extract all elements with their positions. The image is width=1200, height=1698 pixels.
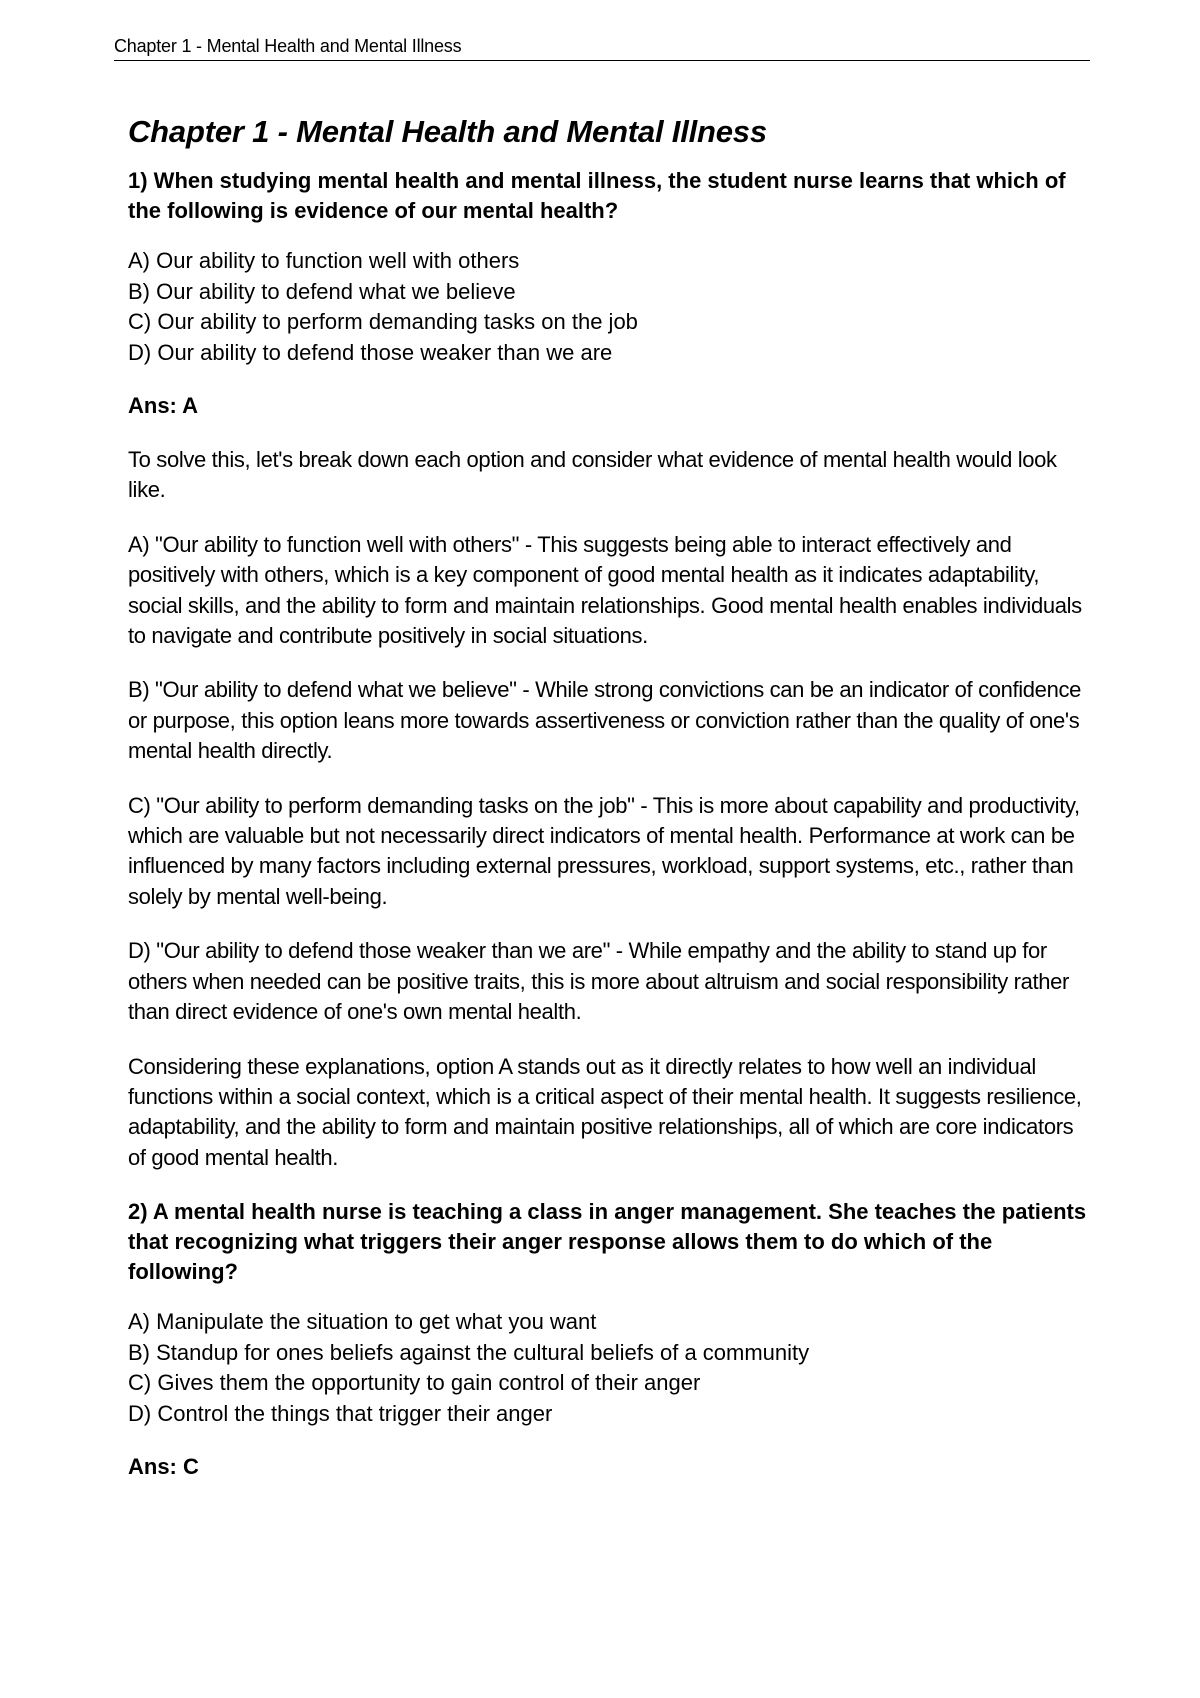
explanation-option-b: B) "Our ability to defend what we believe" - While strong convictions can be an indicator of confidence or purpose, this option leans more towards assertiveness or conviction rather than the quality of one's mental health directly. bbox=[128, 677, 1081, 764]
running-header-text: Chapter 1 - Mental Health and Mental Illness bbox=[114, 36, 462, 56]
explanation-option-a: A) "Our ability to function well with others" - This suggests being able to interact effectively and positively with others, which is a key component of good mental health as it indicates adaptability, social skills, and the ability to form and maintain relationships. Good mental health enables individuals to navigate and contribute positively in social situations. bbox=[128, 531, 1082, 649]
option-1a: A) Our ability to function well with others bbox=[128, 248, 520, 273]
answer-1: Ans: A bbox=[128, 393, 199, 418]
answer-2: Ans: C bbox=[128, 1454, 199, 1480]
document-body bbox=[128, 112, 1088, 1506]
option-2d: D) Control the things that trigger their anger bbox=[128, 1400, 553, 1426]
option-2a: A) Manipulate the situation to get what you want bbox=[128, 1309, 597, 1335]
option-1b: B) Our ability to defend what we believe bbox=[128, 278, 516, 304]
question-1: 1) When studying mental health and mental illness, the student nurse learns that which of the following is evidence of our mental health? bbox=[128, 168, 1066, 223]
explanation-conclusion: Considering these explanations, option A stands out as it directly relates to how well an individual functions within a social context, which is a critical aspect of their mental health. It suggests resilience, adaptability, and the ability to form and maintain positive relationships, all of which are core indicators of good mental health. bbox=[128, 1053, 1082, 1170]
explanation-option-d: D) "Our ability to defend those weaker than we are" - While empathy and the ability to stand up for others when needed can be positive traits, this is more about altruism and social responsibility rather than direct evidence of one's own mental health. bbox=[128, 938, 1070, 1025]
question-2-options bbox=[128, 1307, 1088, 1429]
option-2c: C) Gives them the opportunity to gain control of their anger bbox=[128, 1370, 701, 1396]
option-2b: B) Standup for ones beliefs against the cultural beliefs of a community bbox=[128, 1339, 810, 1365]
explanation-intro: To solve this, let's break down each option and consider what evidence of mental health would look like. bbox=[128, 447, 1057, 503]
option-1d: D) Our ability to defend those weaker than we are bbox=[128, 339, 613, 365]
running-header bbox=[114, 34, 1090, 61]
question-2: 2) A mental health nurse is teaching a class in anger management. She teaches the patients that recognizing what triggers their anger response allows them to do which of the following? bbox=[128, 1199, 1087, 1285]
question-1-options bbox=[128, 246, 1088, 368]
option-1c: C) Our ability to perform demanding tasks on the job bbox=[128, 309, 638, 334]
explanation-option-c: C) "Our ability to perform demanding tasks on the job" - This is more about capability and productivity, which are valuable but not necessarily direct indicators of mental health. Performance at work can be influenced by many factors including external pressures, workload, support systems, etc., rather than solely by mental well-being. bbox=[128, 792, 1080, 909]
chapter-title: Chapter 1 - Mental Health and Mental Illness bbox=[128, 114, 767, 149]
